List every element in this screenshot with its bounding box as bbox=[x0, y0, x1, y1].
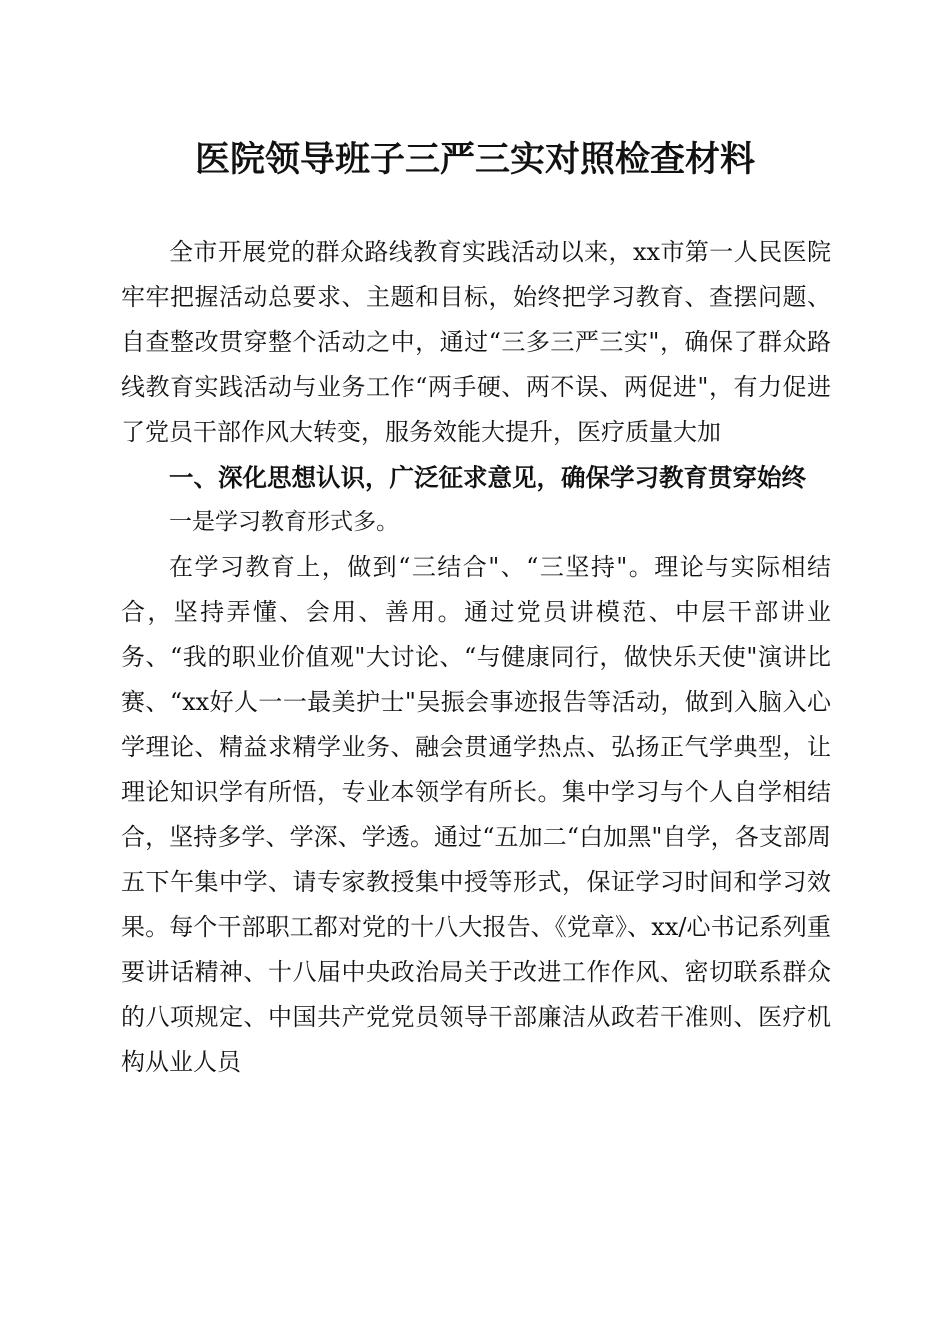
intro-paragraph: 全市开展党的群众路线教育实践活动以来，xx市第一人民医院牢牢把握活动总要求、主题和目标，始终把学习教育、查摆问题、自查整改贯穿整个活动之中，通过“三多三严三实"，确保了群众路线教育实践活动与业务工作“两手硬、两不误、两促进"，有力促进了党员干部作风大转变，服务效能大提升，医疗质量大加 bbox=[121, 238, 831, 446]
document-body bbox=[121, 230, 831, 1085]
section-heading-1: 一、深化思想认识，广泛征求意见，确保学习教育贯穿始终 bbox=[169, 463, 806, 492]
document-title: 医院领导班子三严三实对照检查材料 bbox=[194, 139, 755, 180]
subsection-heading: 一是学习教育形式多。 bbox=[169, 509, 399, 535]
body-paragraph: 在学习教育上，做到“三结合"、“三坚持"。理论与实际相结合，坚持弄懂、会用、善用。通过党员讲模范、中层干部讲业务、“我的职业价值观"大讨论、“与健康同行，做快乐天使"演讲比赛、“xx好人一一最美护士"吴振会事迹报告等活动，做到入脑入心学理论、精益求精学业务、融会贯通学热点、弘扬正气学典型，让理论知识学有所悟，专业本领学有所长。集中学习与个人自学相结合，坚持多学、学深、学透。通过“五加二“白加黑"自学，各支部周五下午集中学、请专家教授集中授等形式，保证学习时间和学习效果。每个干部职工都对党的十八大报告、《党章》、xx/心书记系列重要讲话精神、十八届中央政治局关于改进工作作风、密切联系群众的八项规定、中国共产党党员领导干部廉洁从政若干准则、医疗机构从业人员 bbox=[121, 553, 831, 1076]
